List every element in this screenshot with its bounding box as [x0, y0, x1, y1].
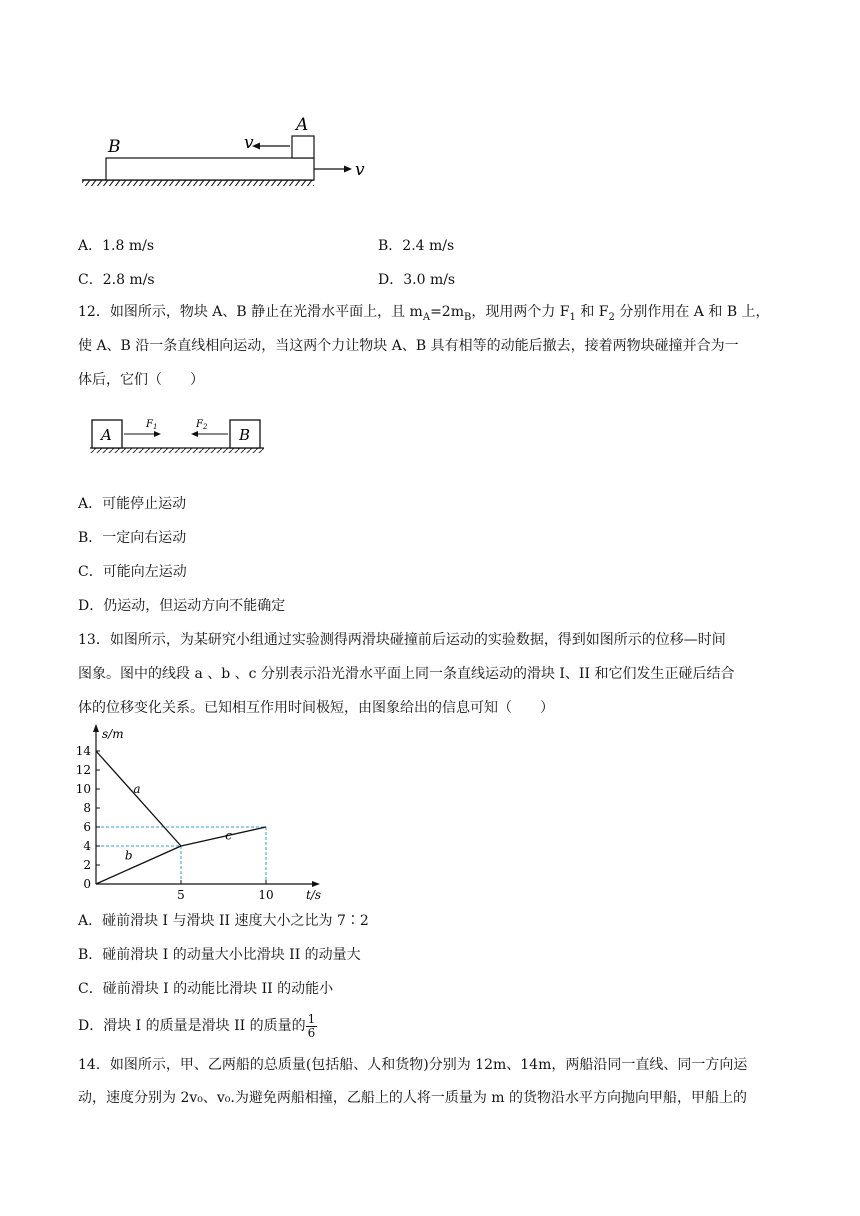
q11-option-d: D．3.0 m/s [378, 272, 456, 288]
y-tick-label: 6 [83, 820, 91, 834]
q13-option-c: C．碰前滑块 I 的动能比滑块 II 的动能小 [78, 981, 334, 997]
q14-stem-line1: 14．如图所示，甲、乙两船的总质量(包括船、人和货物)分别为 12m、14m，两船沿同一直线、同一方向运 [78, 1057, 748, 1073]
f1-arrow-head [154, 431, 161, 437]
arrow-right-head [344, 166, 352, 173]
q13-option-d: D．滑块 I 的质量是滑块 II 的质量的 $\frac{1}{6}$ [78, 1011, 316, 1040]
q12-stem-line3: 体后，它们（ ） [78, 372, 204, 388]
fraction-one-sixth: $\frac{1}{6}$ [307, 1011, 316, 1040]
q13-stem-line2: 图象。图中的线段 a 、b 、c 分别表示沿光滑水平面上同一条直线运动的滑块 I、II 和它们发生正碰后结合 [78, 666, 735, 682]
board-b [106, 158, 314, 180]
y-axis-label: s/m [102, 727, 124, 741]
y-tick-label: 4 [83, 839, 91, 853]
q11-figure [78, 108, 378, 190]
q12-stem-line1: 12．如图所示，物块 A、B 静止在光滑水平面上，且 $m_A=2m_B$，现用两个力 $F_1$ 和 $F_2$ 分别作用在 A 和 B 上， [78, 304, 770, 323]
ground-hatch [82, 180, 314, 186]
q13-stem-line3: 体的位移变化关系。已知相互作用时间极短，由图象给出的信息可知（ ） [78, 700, 554, 716]
y-axis-arrow [93, 724, 99, 732]
series-b-label: b [124, 848, 133, 863]
y-tick-label: 10 [76, 782, 91, 796]
label-v-left: v [244, 133, 254, 153]
x-axis-label: t/s [306, 888, 322, 902]
f2-label: $F_2$ [196, 419, 208, 431]
series-c-label: c [225, 828, 232, 843]
series-a-line [96, 751, 181, 846]
box-a-label: A [101, 426, 112, 444]
series-b-line [96, 846, 181, 884]
q12-figure [88, 414, 268, 460]
block-a [292, 136, 314, 158]
x-axis-arrow [312, 881, 320, 887]
box-b-label: B [239, 426, 251, 444]
q13-option-a: A．碰前滑块 I 与滑块 II 速度大小之比为 7∶2 [78, 913, 369, 929]
y-tick-label: 2 [83, 858, 91, 872]
q12-option-a: A．可能停止运动 [78, 496, 187, 512]
q11-option-c: C．2.8 m/s [78, 272, 155, 288]
x-tick-label: 5 [177, 888, 185, 902]
y-tick-label: 14 [76, 744, 91, 758]
label-b: B [108, 137, 121, 157]
q13-stem-line1: 13．如图所示，为某研究小组通过实验测得两滑块碰撞前后运动的实验数据，得到如图所示的位移—时间 [78, 632, 726, 648]
label-v-right: v [355, 160, 365, 180]
x-tick-label: 10 [258, 888, 274, 902]
q12-stem-line2: 使 A、B 沿一条直线相向运动，当这两个力让物块 A、B 具有相等的动能后撤去，接着两物块碰撞并合为一 [78, 338, 739, 354]
q11-option-b: B．2.4 m/s [378, 238, 455, 254]
f1-label: $F_1$ [146, 419, 158, 431]
label-a: A [296, 115, 309, 135]
f2-arrow-head [191, 431, 198, 437]
q12-option-d: D．仍运动，但运动方向不能确定 [78, 598, 286, 614]
q11-option-a: A．1.8 m/s [78, 238, 155, 254]
series-c-line [181, 827, 266, 846]
q13-option-b: B．碰前滑块 I 的动量大小比滑块 II 的动量大 [78, 947, 361, 963]
q12-option-b: B．一定向右运动 [78, 530, 187, 546]
q14-stem-line2: 动，速度分别为 2v₀、v₀.为避免两船相撞，乙船上的人将一质量为 m 的货物沿水平方向抛向甲船，甲船上的 [78, 1090, 748, 1106]
y-tick-label: 12 [76, 763, 91, 777]
y-tick-label: 8 [83, 801, 91, 815]
st-graph [76, 724, 336, 902]
q12-option-c: C．可能向左运动 [78, 564, 187, 580]
q12-ground-hatch [90, 448, 264, 453]
y-tick-label: 0 [83, 877, 91, 891]
series-a-label: a [133, 781, 141, 796]
